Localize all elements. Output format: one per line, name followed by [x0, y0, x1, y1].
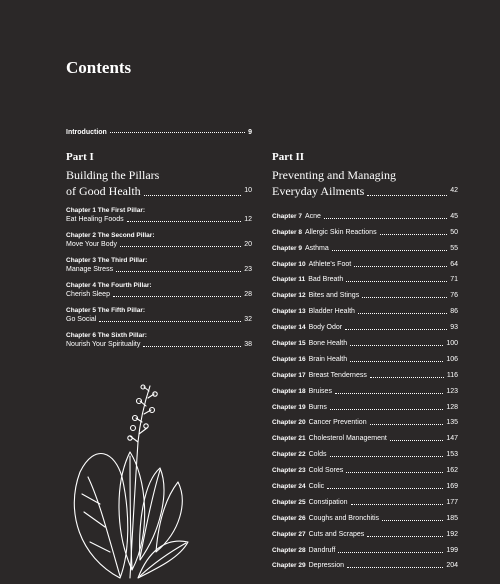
chapter-title: Cold Sores — [308, 467, 344, 475]
dot-leader — [390, 440, 443, 441]
chapter-number: Chapter 5 The Fifth Pillar: — [66, 307, 146, 314]
dot-leader — [350, 345, 443, 346]
chapter-page: 45 — [450, 212, 458, 220]
toc-chapter-entry[interactable] — [272, 460, 458, 476]
chapter-number: Chapter 1 The First Pillar: — [66, 207, 146, 214]
dot-leader — [367, 536, 443, 537]
dot-leader — [327, 488, 443, 489]
dot-leader — [338, 552, 443, 553]
chapter-page: 12 — [244, 216, 252, 223]
part1-title[interactable] — [66, 167, 252, 199]
chapter-page: 192 — [446, 530, 458, 538]
chapter-title: Allergic Skin Reactions — [304, 228, 377, 236]
chapter-number: Chapter 12 — [272, 292, 306, 300]
chapter-title: Cuts and Scrapes — [308, 530, 365, 538]
chapter-page: 147 — [446, 435, 458, 443]
toc-chapter-entry[interactable] — [272, 413, 458, 429]
chapter-page: 199 — [446, 546, 458, 554]
toc-chapter-entry[interactable] — [66, 256, 252, 275]
chapter-page: 76 — [450, 292, 458, 300]
chapter-page: 38 — [244, 341, 252, 348]
chapter-title: Eat Healing Foods — [66, 216, 124, 223]
toc-chapter-entry[interactable] — [272, 476, 458, 492]
chapter-title: Body Odor — [308, 324, 343, 332]
chapter-page: 185 — [446, 514, 458, 522]
dot-leader — [324, 218, 447, 219]
chapter-page: 204 — [446, 562, 458, 570]
toc-chapter-entry[interactable] — [272, 540, 458, 556]
chapter-page: 123 — [446, 387, 458, 395]
chapter-title: Dandruff — [308, 546, 336, 554]
chapter-page: 71 — [450, 276, 458, 284]
chapter-title: Bites and Stings — [308, 292, 360, 300]
chapter-title: Colds — [308, 451, 327, 459]
chapter-title: Burns — [308, 403, 327, 411]
chapter-page: 135 — [446, 419, 458, 427]
dot-leader — [367, 195, 447, 196]
chapter-page: 32 — [244, 316, 252, 323]
chapter-number: Chapter 19 — [272, 403, 306, 411]
chapter-title: Athlete's Foot — [308, 260, 352, 268]
dot-leader — [113, 296, 241, 297]
part1-title-line2: of Good Health — [66, 184, 141, 198]
chapter-page: 153 — [446, 451, 458, 459]
chapter-number: Chapter 13 — [272, 308, 306, 316]
toc-chapter-entry[interactable] — [272, 222, 458, 238]
chapter-page: 23 — [244, 266, 252, 273]
toc-chapter-entry[interactable] — [272, 206, 458, 222]
toc-chapter-entry[interactable] — [272, 508, 458, 524]
chapter-title: Coughs and Bronchitis — [308, 514, 380, 522]
toc-chapter-entry[interactable] — [272, 301, 458, 317]
chapter-page: 177 — [446, 498, 458, 506]
intro-page: 9 — [248, 129, 252, 136]
dot-leader — [382, 520, 443, 521]
toc-chapter-entry[interactable] — [272, 365, 458, 381]
toc-chapter-entry[interactable] — [272, 428, 458, 444]
chapter-title: Cherish Sleep — [66, 291, 110, 298]
part2-label: Part II — [272, 151, 305, 163]
chapter-number: Chapter 2 The Second Pillar: — [66, 232, 155, 239]
herb-plant-illustration — [60, 382, 200, 580]
chapter-page: 28 — [244, 291, 252, 298]
chapter-number: Chapter 8 — [272, 228, 302, 236]
toc-chapter-entry[interactable] — [66, 281, 252, 300]
chapter-page: 50 — [450, 228, 458, 236]
chapter-title: Bone Health — [308, 340, 348, 348]
chapter-page: 93 — [450, 324, 458, 332]
dot-leader — [362, 297, 447, 298]
chapter-number: Chapter 20 — [272, 419, 306, 427]
chapter-number: Chapter 28 — [272, 546, 306, 554]
chapter-title: Brain Health — [308, 355, 348, 363]
part2-title-line2: Everyday Ailments — [272, 184, 365, 198]
dot-leader — [110, 132, 245, 133]
toc-chapter-entry[interactable] — [272, 349, 458, 365]
part2-title-line1: Preventing and Managing — [272, 168, 396, 182]
dot-leader — [347, 567, 443, 568]
chapter-number: Chapter 18 — [272, 387, 306, 395]
part2-title[interactable] — [272, 167, 458, 199]
part2-page: 42 — [450, 187, 458, 194]
toc-chapter-entry[interactable] — [66, 231, 252, 250]
dot-leader — [354, 266, 447, 267]
chapter-page: 20 — [244, 241, 252, 248]
chapter-title: Breast Tenderness — [308, 371, 367, 379]
chapter-number: Chapter 9 — [272, 244, 302, 252]
part1-label: Part I — [66, 151, 94, 163]
chapter-number: Chapter 4 The Fourth Pillar: — [66, 282, 152, 289]
dot-leader — [335, 393, 443, 394]
chapter-number: Chapter 7 — [272, 212, 302, 220]
chapter-title: Nourish Your Spirituality — [66, 341, 141, 348]
chapter-page: 100 — [446, 340, 458, 348]
toc-chapter-entry[interactable] — [66, 306, 252, 325]
chapter-number: Chapter 15 — [272, 340, 306, 348]
toc-chapter-entry[interactable] — [272, 317, 458, 333]
chapter-title: Bruises — [308, 387, 332, 395]
chapter-page: 128 — [446, 403, 458, 411]
chapter-title: Manage Stress — [66, 266, 114, 273]
chapter-page: 55 — [450, 244, 458, 252]
dot-leader — [116, 271, 241, 272]
chapter-page: 169 — [446, 483, 458, 491]
toc-chapter-entry[interactable] — [272, 524, 458, 540]
chapter-number: Chapter 3 The Third Pillar: — [66, 257, 148, 264]
chapter-number: Chapter 6 The Sixth Pillar: — [66, 332, 147, 339]
chapter-number: Chapter 10 — [272, 260, 306, 268]
toc-chapter-entry[interactable] — [272, 492, 458, 508]
chapter-number: Chapter 16 — [272, 355, 306, 363]
chapter-number: Chapter 25 — [272, 498, 306, 506]
toc-chapter-entry[interactable] — [66, 206, 252, 225]
part1-page: 10 — [244, 187, 252, 194]
dot-leader — [143, 346, 241, 347]
toc-chapter-entry[interactable] — [272, 254, 458, 270]
chapter-page: 86 — [450, 308, 458, 316]
toc-chapter-entry[interactable] — [272, 270, 458, 286]
dot-leader — [127, 221, 242, 222]
chapter-title: Cholesterol Management — [308, 435, 387, 443]
chapter-title: Asthma — [304, 244, 329, 252]
toc-chapter-entry[interactable] — [272, 444, 458, 460]
dot-leader — [346, 472, 443, 473]
toc-chapter-entry[interactable] — [66, 331, 252, 350]
toc-chapter-entry[interactable] — [272, 333, 458, 349]
dot-leader — [380, 234, 448, 235]
chapter-title: Acne — [304, 212, 321, 220]
chapter-title: Cancer Prevention — [308, 419, 367, 427]
chapter-number: Chapter 29 — [272, 562, 306, 570]
chapter-page: 106 — [446, 355, 458, 363]
chapter-title: Bladder Health — [308, 308, 355, 316]
chapter-number: Chapter 17 — [272, 371, 306, 379]
chapter-number: Chapter 21 — [272, 435, 306, 443]
chapter-number: Chapter 22 — [272, 451, 306, 459]
toc-chapter-entry[interactable] — [272, 381, 458, 397]
chapter-title: Move Your Body — [66, 241, 117, 248]
dot-leader — [330, 409, 443, 410]
toc-introduction[interactable] — [66, 129, 252, 136]
chapter-title: Go Social — [66, 316, 97, 323]
page-title: Contents — [66, 58, 132, 77]
dot-leader — [144, 195, 242, 196]
toc-chapter-entry[interactable] — [272, 556, 458, 572]
toc-chapter-entry[interactable] — [272, 238, 458, 254]
dot-leader — [346, 281, 447, 282]
chapter-number: Chapter 26 — [272, 514, 306, 522]
chapter-title: Depression — [308, 562, 345, 570]
chapter-number: Chapter 27 — [272, 530, 306, 538]
dot-leader — [370, 424, 444, 425]
chapter-number: Chapter 11 — [272, 276, 306, 284]
dot-leader — [358, 313, 447, 314]
dot-leader — [350, 361, 443, 362]
chapter-page: 116 — [446, 371, 458, 379]
chapter-page: 162 — [446, 467, 458, 475]
dot-leader — [351, 504, 444, 505]
toc-chapter-entry[interactable] — [272, 285, 458, 301]
chapter-number: Chapter 14 — [272, 324, 306, 332]
chapter-number: Chapter 23 — [272, 467, 306, 475]
intro-label: Introduction — [66, 129, 107, 136]
chapter-page: 64 — [450, 260, 458, 268]
chapter-title: Constipation — [308, 498, 348, 506]
part1-chapter-list — [66, 206, 252, 356]
chapter-number: Chapter 24 — [272, 483, 306, 491]
dot-leader — [120, 246, 241, 247]
part2-chapter-list — [272, 206, 458, 571]
dot-leader — [99, 321, 241, 322]
dot-leader — [370, 377, 444, 378]
dot-leader — [330, 456, 444, 457]
chapter-title: Colic — [308, 483, 325, 491]
part1-title-line1: Building the Pillars — [66, 168, 160, 182]
toc-chapter-entry[interactable] — [272, 397, 458, 413]
dot-leader — [345, 329, 447, 330]
dot-leader — [332, 250, 447, 251]
chapter-title: Bad Breath — [308, 276, 344, 284]
